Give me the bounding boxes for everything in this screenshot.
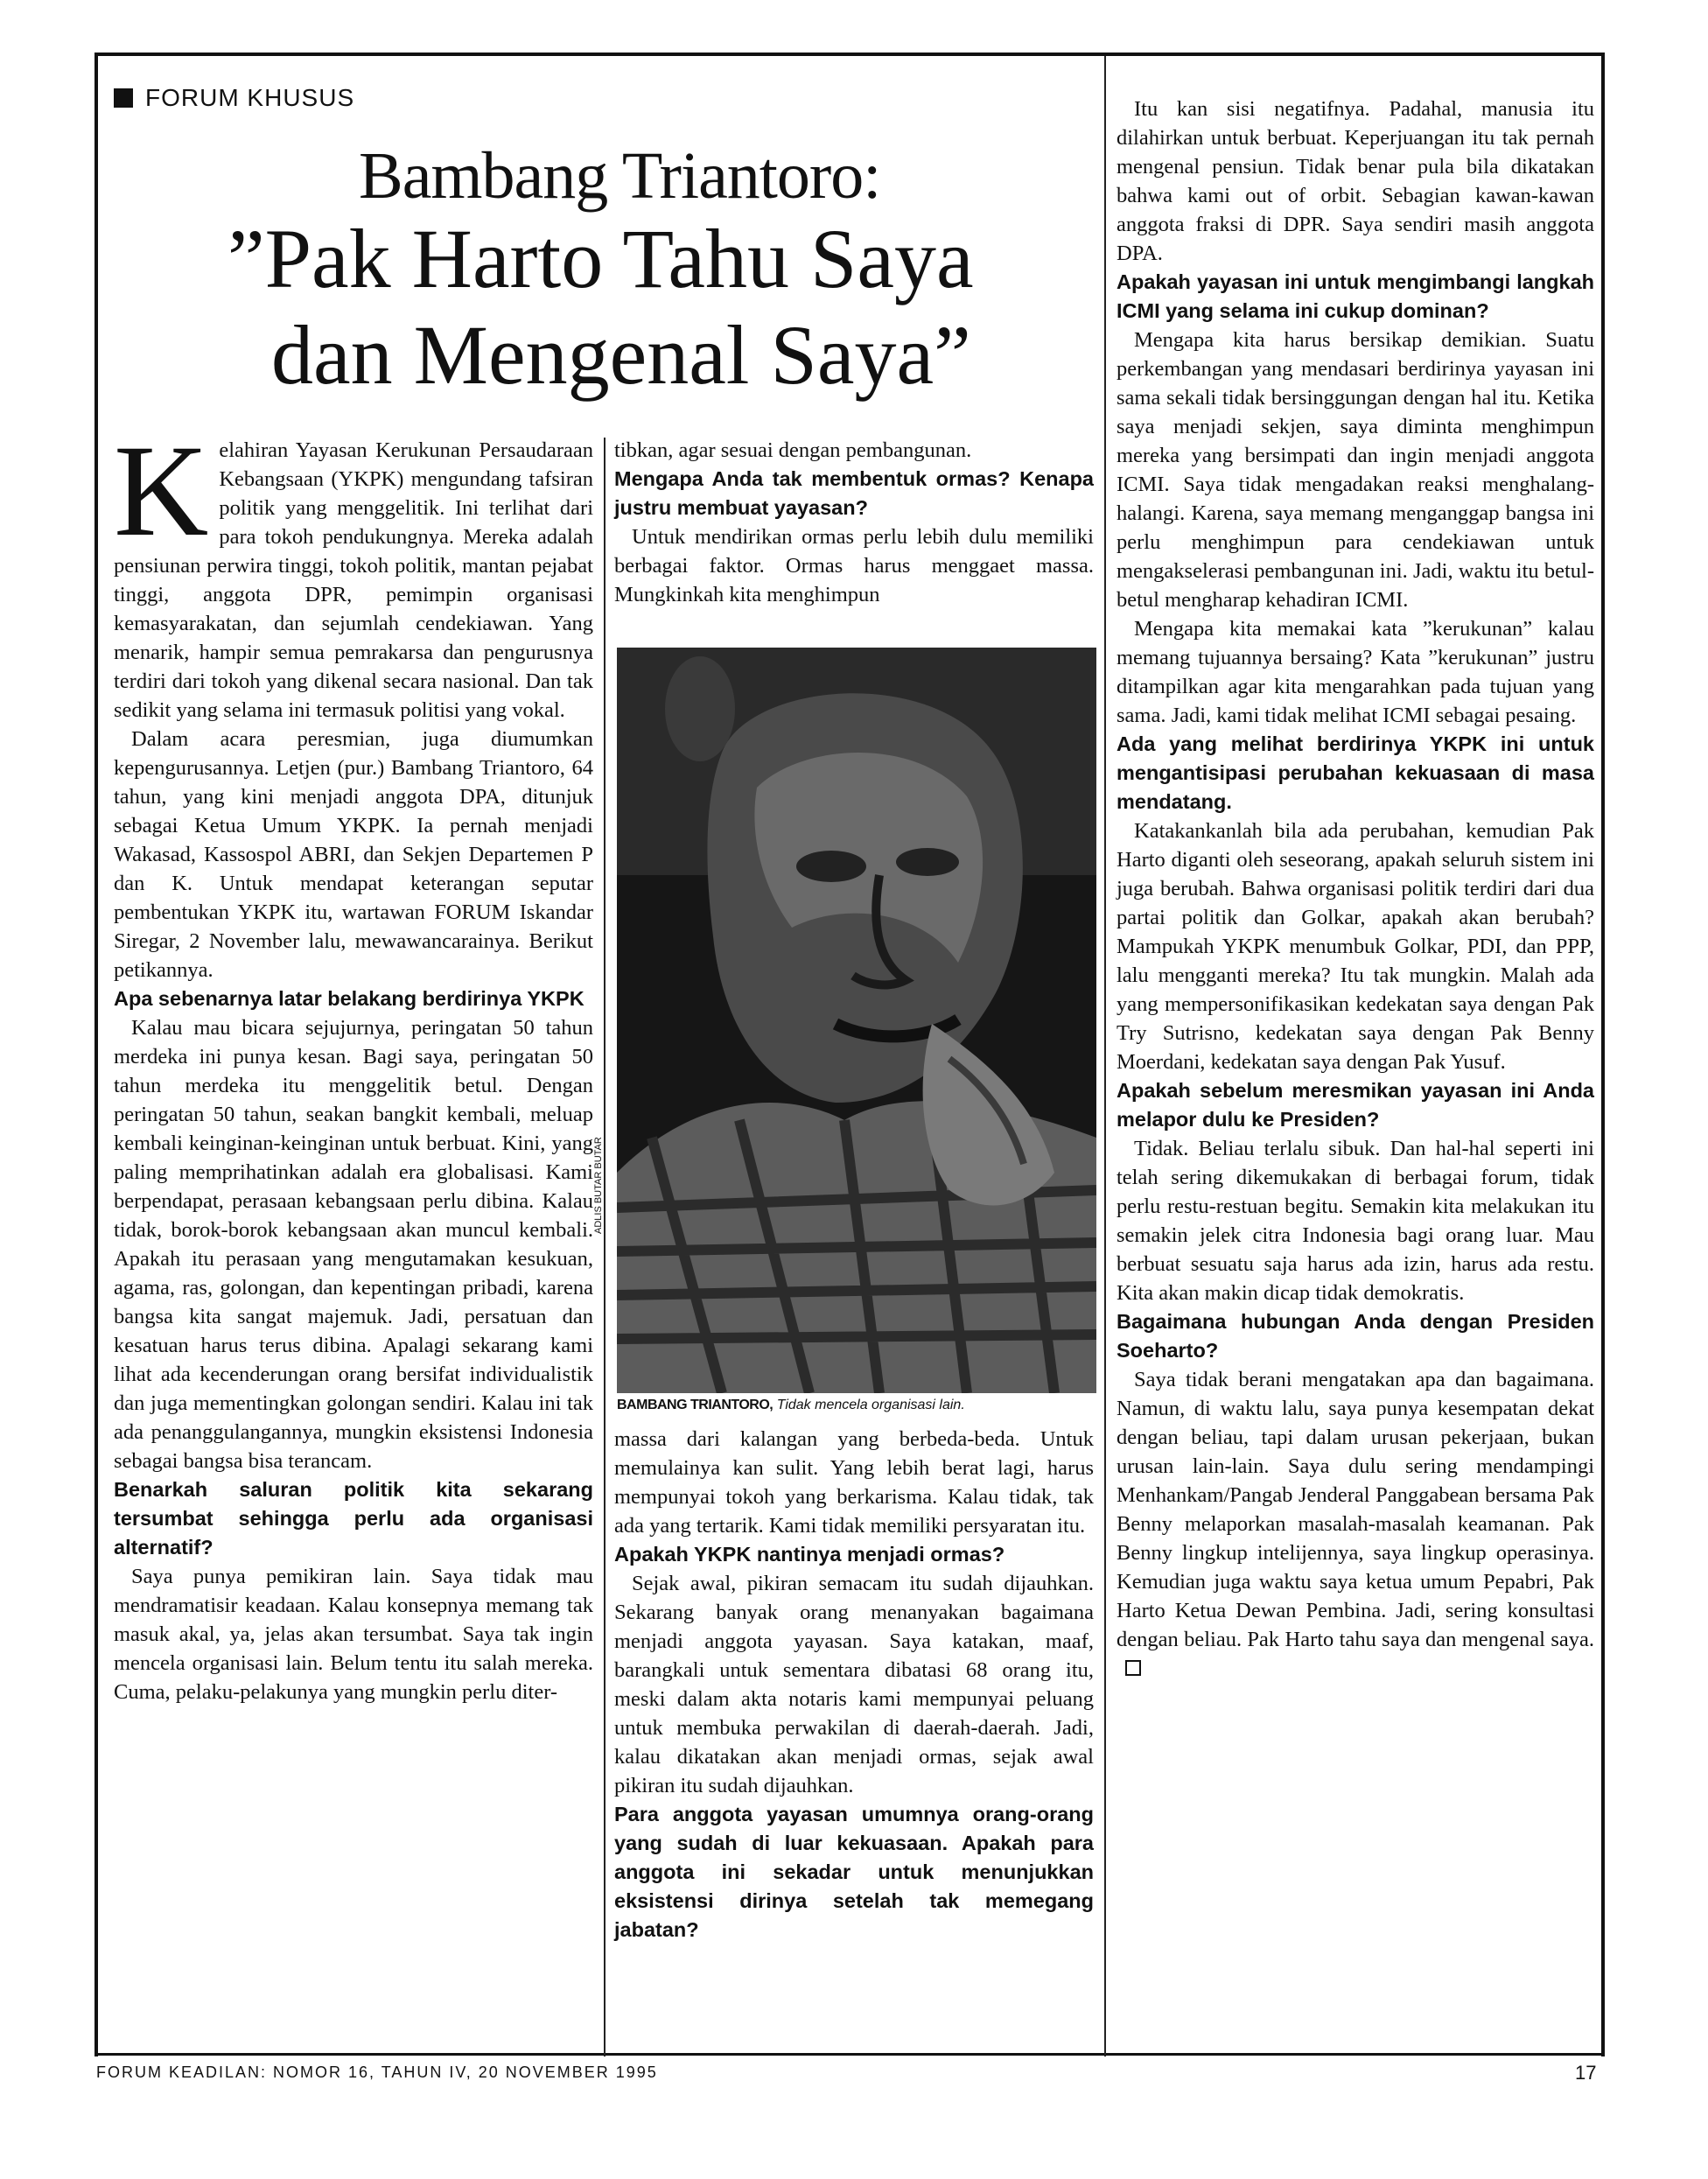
dropcap: K bbox=[114, 418, 209, 564]
body-paragraph: Saya punya pemikiran lain. Saya tidak mau mendramatisir keadaan. Kalau konsepnya memang tak masuk akal, ya, jelas akan tersumbat. Saya tak ingin mencela organisasi lain. Belum tentu itu salah mereka. Cuma, pelaku-pelakunya yang mungkin perlu diter- bbox=[114, 1565, 593, 1704]
closing-paragraph-text: Saya tidak berani mengatakan apa dan bagaimana. Namun, di waktu lalu, saya punya kesempatan dekat dengan beliau, tapi dalam urusan pekerjaan, bukan urusan lain-lain. Saya dulu sering mendampingi Menhankam/Pangab Jenderal Panggabean bersama Pak Benny melaporkan masalah-masalah keamanan. Pak Benny lingkup intelijennya, saya lingkup operasinya. Kemudian juga waktu saya ketua umum Pepabri, Pak Harto Ketua Dewan Pembina. Jadi, sering konsultasi dengan beliau. Pak Harto tahu saya dan mengenal saya. bbox=[1116, 1368, 1594, 1651]
lead-paragraph-text: elahiran Yayasan Kerukunan Persaudaraan Kebangsaan (YKPK) mengundang tafsiran politik yang menggelitik. Ini terlihat dari para tokoh pendukungnya. Mereka adalah pensiunan perwira tinggi, tokoh politik, mantan pejabat tinggi, anggota DPR, pemimpin organisasi kemasyarakatan, dan sejumlah cendekiawan. Yang menarik, hampir semua pemrakarsa dan pengurusnya terdiri dari tokoh yang dikenal secara nasional. Dan tak sedikit yang selama ini termasuk politisi yang vokal. bbox=[114, 438, 593, 722]
interview-question: Apa sebenarnya latar belakang berdirinya YKPK bbox=[114, 987, 584, 1010]
frame-left-rule bbox=[94, 53, 98, 2056]
publication-footer: FORUM KEADILAN: NOMOR 16, TAHUN IV, 20 NOVEMBER 1995 bbox=[96, 2063, 658, 2081]
body-paragraph: Tidak. Beliau terlalu sibuk. Dan hal-hal seperti ini telah sering dikemukakan di berbagai forum, tidak perlu restu-restuan begitu. Semakin kita melakukan itu semakin jelek citra Indonesia bagi orang luar. Mau berbuat sesuatu saja harus ada izin, harus ada restu. Kita akan makin dicap tidak demokratis. bbox=[1116, 1137, 1594, 1305]
headline-quote-line-1: ”Pak Harto Tahu Saya bbox=[228, 212, 974, 305]
interview-question: Apakah YKPK nantinya menjadi ormas? bbox=[614, 1543, 1005, 1566]
caption-name: BAMBANG TRIANTORO, bbox=[617, 1398, 774, 1412]
headline-name: Bambang Triantoro: bbox=[359, 139, 881, 213]
article-column-2-top bbox=[614, 436, 1094, 609]
frame-bottom-rule bbox=[94, 2053, 1605, 2056]
square-bullet-icon bbox=[114, 88, 133, 108]
article-column-3 bbox=[1116, 95, 1594, 1683]
body-paragraph: massa dari kalangan yang berbeda-beda. Untuk memulainya kan sulit. Yang lebih berat lagi, harus mempunyai tokoh yang berkarisma. Kalau tidak, tak ada yang tertarik. Kami tidak memiliki persyaratan itu. bbox=[614, 1427, 1094, 1538]
lead-paragraph bbox=[114, 418, 593, 725]
body-paragraph: Mengapa kita memakai kata ”kerukunan” kalau memang tujuannya bersaing? Kata ”kerukunan” justru ditampilkan agar kita mengarahkan pada tujuan yang sama. Jadi, kami tidak melihat ICMI sebagai pesaing. bbox=[1116, 617, 1594, 727]
interview-question: Ada yang melihat berdirinya YKPK ini untuk mengantisipasi perubahan kekuasaan di masa mendatang. bbox=[1116, 732, 1594, 813]
body-paragraph: Untuk mendirikan ormas perlu lebih dulu memiliki berbagai faktor. Ormas harus menggaet massa. Mungkinkah kita menghimpun bbox=[614, 525, 1094, 606]
interview-question: Para anggota yayasan umumnya orang-orang yang sudah di luar kekuasaan. Apakah para anggota ini sekadar untuk menunjukkan eksistensi dirinya setelah tak memegang jabatan? bbox=[614, 1803, 1094, 1941]
portrait-photo-image bbox=[617, 648, 1096, 1393]
caption-text: Tidak mencela organisasi lain. bbox=[773, 1398, 965, 1412]
frame-right-rule bbox=[1601, 53, 1605, 2056]
article-column-1 bbox=[114, 418, 593, 1706]
interview-question: Mengapa Anda tak membentuk ormas? Kenapa justru membuat yayasan? bbox=[614, 467, 1094, 519]
section-kicker-label: FORUM KHUSUS bbox=[145, 84, 355, 111]
body-paragraph: Dalam acara peresmian, juga diumumkan kepengurusannya. Letjen (pur.) Bambang Triantoro, 64 tahun, yang kini menjadi anggota DPA, ditunjuk sebagai Ketua Umum YKPK. Ia pernah menjadi Wakasad, Kassospol ABRI, dan Sekjen Departemen P dan K. Untuk mendapat keterangan seputar pembentukan YKPK itu, wartawan FORUM Iskandar Siregar, 2 November lalu, mewawancarainya. Berikut petikannya. bbox=[114, 727, 593, 982]
headline-quote-line-2: dan Mengenal Saya” bbox=[271, 308, 971, 402]
section-kicker bbox=[114, 84, 354, 112]
body-paragraph: Sejak awal, pikiran semacam itu sudah dijauhkan. Sekarang banyak orang menanyakan bagaimana menjadi anggota yayasan. Saya katakan, maaf, barangkali untuk sementara dibatasi 68 orang itu, meski dalam akta notaris kami mempunyai peluang untuk membuka perwakilan di daerah-daerah. Jadi, kalau dikatakan akan menjadi ormas, sejak awal pikiran itu sudah dijauhkan. bbox=[614, 1572, 1094, 1797]
frame-top-rule bbox=[94, 53, 1605, 56]
column-divider-1 bbox=[604, 438, 606, 2056]
body-paragraph: tibkan, agar sesuai dengan pembangunan. bbox=[614, 438, 972, 462]
photo-caption bbox=[617, 1397, 1096, 1414]
page-number: 17 bbox=[1575, 2062, 1597, 2084]
interview-question: Apakah sebelum meresmikan yayasan ini Anda melapor dulu ke Presiden? bbox=[1116, 1079, 1594, 1131]
portrait-photo bbox=[617, 648, 1096, 1393]
end-mark-icon bbox=[1125, 1660, 1141, 1676]
body-paragraph: Itu kan sisi negatifnya. Padahal, manusia itu dilahirkan untuk berbuat. Keperjuangan itu tak pernah mengenal pensiun. Tidak benar pula bila dikatakan bahwa kami out of orbit. Sebagian kawan-kawan anggota fraksi di DPR. Saya sendiri masih anggota DPA. bbox=[1116, 97, 1594, 265]
column-divider-2 bbox=[1104, 56, 1106, 2056]
article-column-2-bottom bbox=[614, 1425, 1094, 1944]
interview-question: Benarkah saluran politik kita sekarang tersumbat sehingga perlu ada organisasi alternatif? bbox=[114, 1478, 593, 1559]
interview-question: Apakah yayasan ini untuk mengimbangi langkah ICMI yang selama ini cukup dominan? bbox=[1116, 270, 1594, 322]
body-paragraph: Mengapa kita harus bersikap demikian. Suatu perkembangan yang mendasari berdirinya yayasan ini sama sekali tidak bersinggungan dengan hal itu. Ketika saya menjadi sekjen, saya diminta menghimpun mereka yang bersimpati dan ingin menjadi anggota ICMI. Saya tidak mengadakan reaksi menghalang-halangi. Karena, saya memang menganggap bangsa ini perlu menghimpun para cendekiawan untuk mengakselerasi pembangunan ini. Jadi, waktu itu betul-betul mengharap kehadiran ICMI. bbox=[1116, 328, 1594, 612]
body-paragraph: Katakankanlah bila ada perubahan, kemudian Pak Harto diganti oleh seseorang, apakah seluruh sistem ini juga berubah. Bahwa organisasi politik terdiri dari dua partai politik dan Golkar, apakah akan berubah? Mampukah YKPK menumbuk Golkar, PDI, dan PPP, lalu mengganti mereka? Itu tak mungkin. Malah ada yang mempersonifikasikan kedekatan saya dengan Pak Try Sutrisno, kedekatan saya dengan Pak Benny Moerdani, kedekatan saya dengan Pak Yusuf. bbox=[1116, 819, 1594, 1074]
body-paragraph bbox=[1116, 1365, 1594, 1683]
photo-credit: ADLIS BUTAR BUTAR bbox=[593, 1137, 604, 1234]
body-paragraph: Kalau mau bicara sejujurnya, peringatan 50 tahun merdeka ini punya kesan. Bagi saya, peringatan 50 tahun merdeka itu menggelitik betul. Dengan peringatan 50 tahun, seakan bangkit kembali, meluap kembali keinginan-keinginan untuk berbuat. Kini, yang paling memprihatinkan adalah era globalisasi. Kami berpendapat, perasaan kebangsaan perlu dibina. Kalau tidak, borok-borok kebangsaan akan muncul kembali. Apakah itu perasaan yang mengutamakan kesukuan, agama, ras, golongan, dan kepentingan pribadi, karena bangsa kita sangat majemuk. Jadi, persatuan dan kesatuan harus terus dibina. Apalagi sekarang kami lihat ada kecenderungan orang bersifat individualistik dan juga mementingkan golongan sendiri. Kalau ini tak ada penanggulangannya, mungkin eksistensi Indonesia sebagai bangsa bisa terancam. bbox=[114, 1016, 593, 1473]
interview-question: Bagaimana hubungan Anda dengan Presiden Soeharto? bbox=[1116, 1310, 1594, 1362]
